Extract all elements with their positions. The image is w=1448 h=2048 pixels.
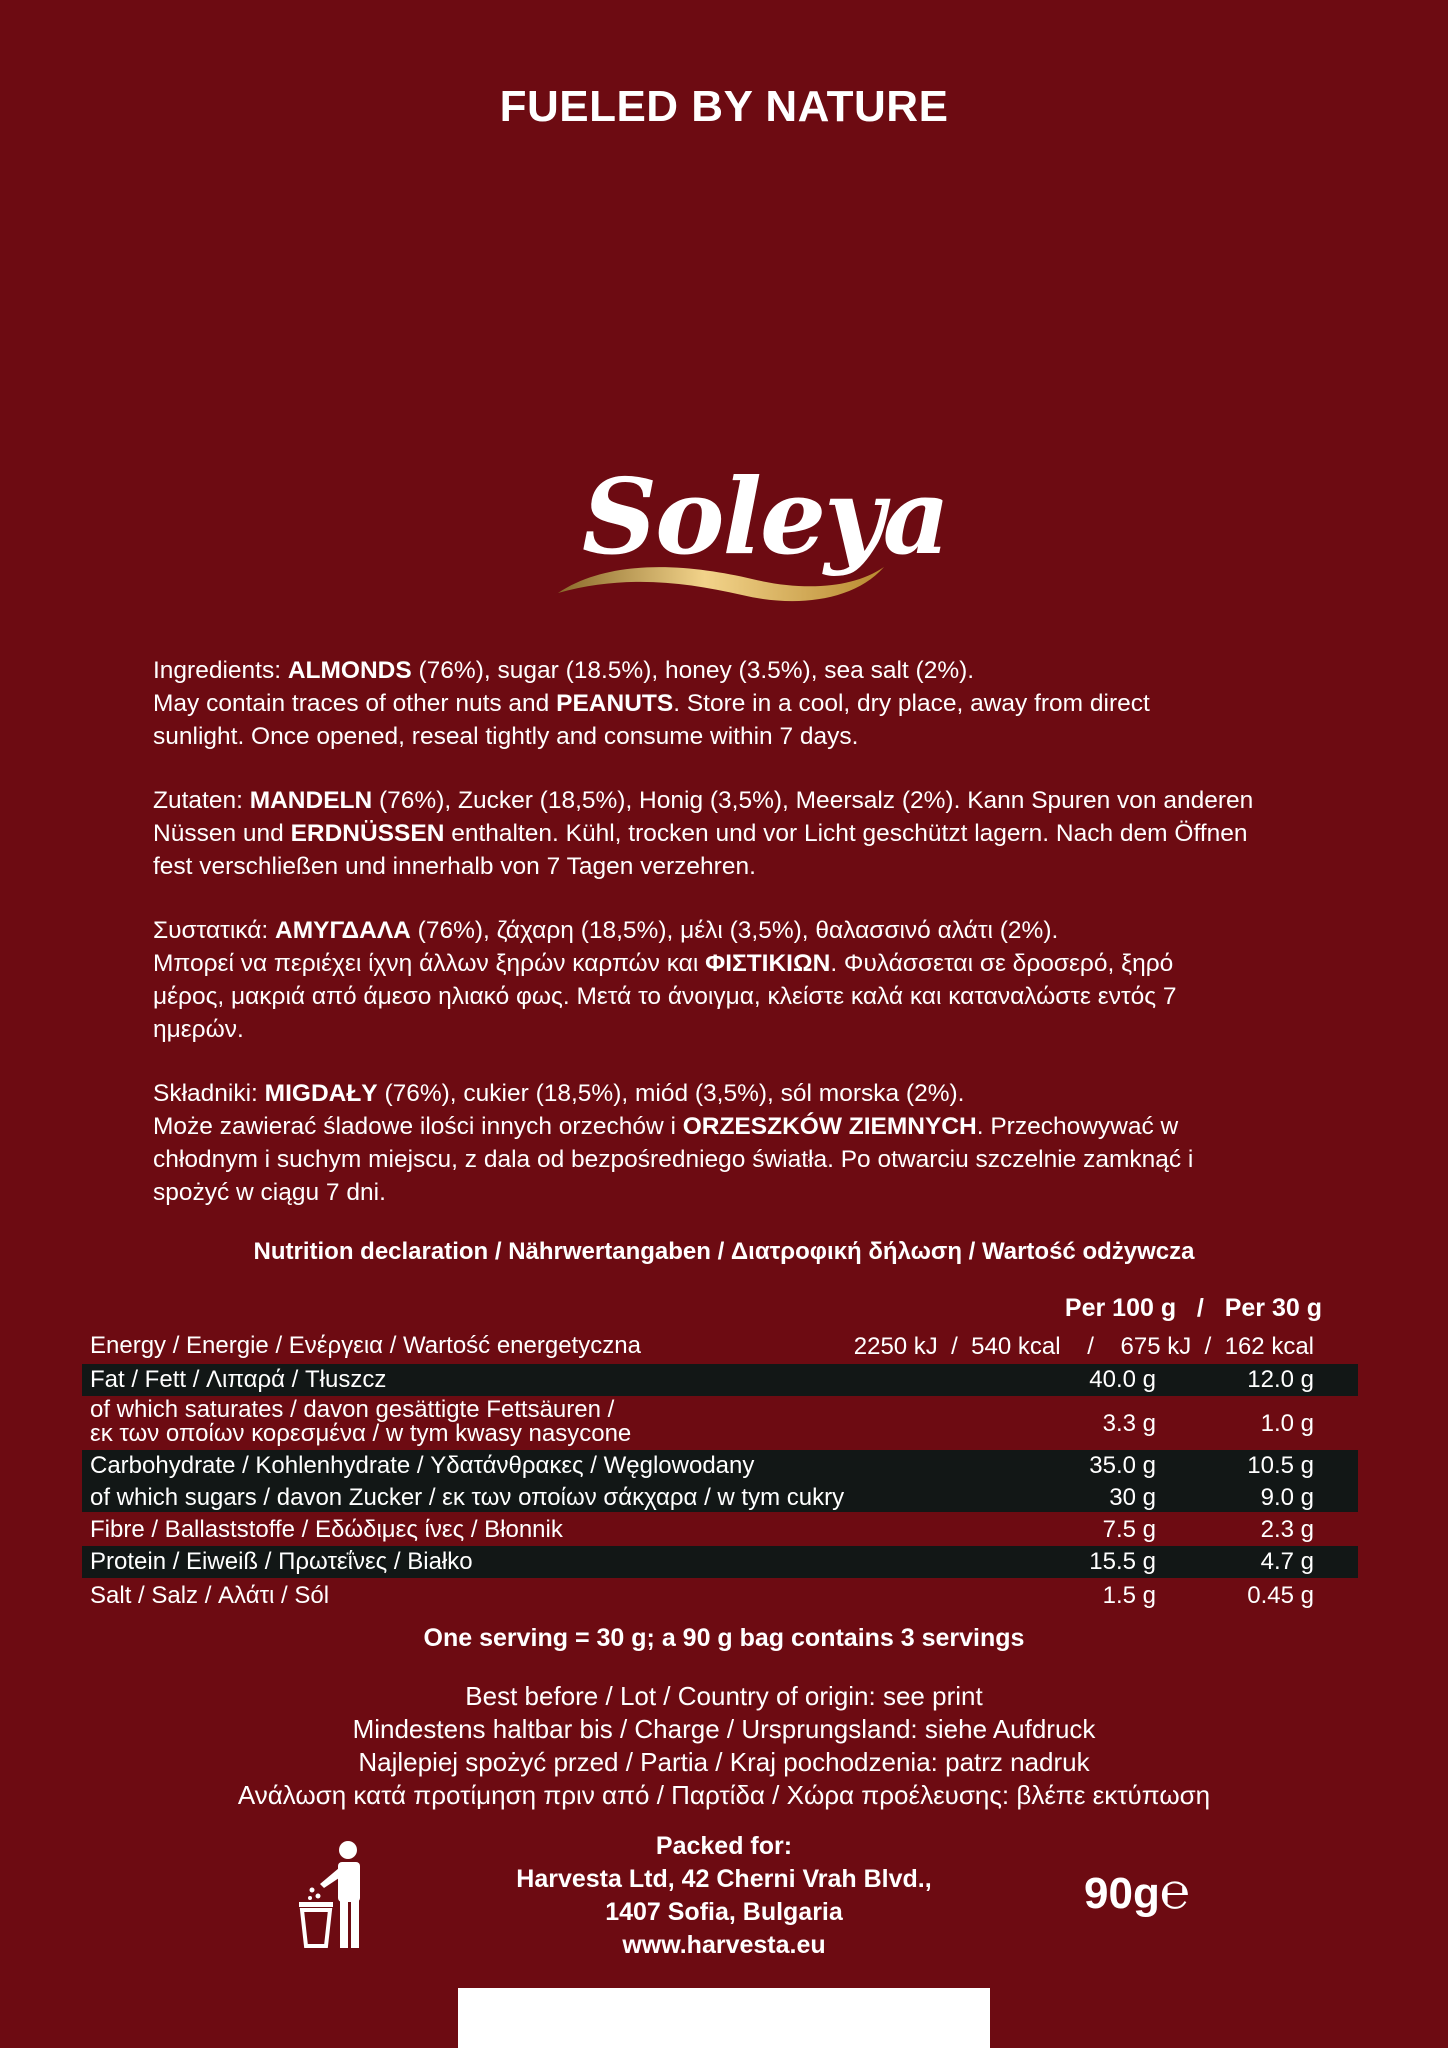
ingredients-text: . Store in a cool, dry place, away from direct bbox=[673, 690, 1150, 717]
ingredients-line bbox=[153, 654, 1368, 687]
allergen-text: ERDNÜSSEN bbox=[290, 820, 445, 847]
ingredients-text: (76%), ζάχαρη (18,5%), μέλι (3,5%), θαλασσινό αλάτι (2%). bbox=[410, 917, 1059, 944]
ingredients-paragraph bbox=[153, 654, 1368, 753]
value-per-30g: 9.0 g bbox=[1260, 1484, 1314, 1511]
value-per-100g: 3.3 g bbox=[1102, 1410, 1156, 1437]
table-row bbox=[82, 1450, 1358, 1482]
value-per-30g: 0.45 g bbox=[1247, 1582, 1314, 1609]
allergen-text: ORZESZKÓW ZIEMNYCH bbox=[682, 1113, 977, 1140]
net-weight bbox=[1084, 1862, 1190, 1920]
nutrient-label: of which sugars / davon Zucker / εκ των οποίων σάκχαρα / w tym cukry bbox=[90, 1484, 845, 1511]
ingredients-text: (76%), sugar (18.5%), honey (3.5%), sea salt (2%). bbox=[411, 657, 975, 684]
best-before-block bbox=[0, 1680, 1448, 1812]
allergen-text: ALMONDS bbox=[287, 657, 412, 684]
ingredients-text: Μπορεί να περιέχει ίχνη άλλων ξηρών καρπών και bbox=[153, 950, 706, 977]
packed-for-address-line2: 1407 Sofia, Bulgaria bbox=[605, 1898, 843, 1926]
slogan: FUELED BY NATURE bbox=[499, 82, 949, 131]
ingredients-text: enthalten. Kühl, trocken und vor Licht geschützt lagern. Nach dem Öffnen bbox=[444, 820, 1248, 847]
value-per-100g: 30 g bbox=[1109, 1484, 1156, 1511]
value-per-100g: 40.0 g bbox=[1089, 1366, 1156, 1393]
value-per-30g: 1.0 g bbox=[1260, 1410, 1314, 1437]
ingredients-line bbox=[153, 1077, 1368, 1110]
value-per-100g: 15.5 g bbox=[1089, 1548, 1156, 1575]
nutrient-label: Fat / Fett / Λιπαρά / Tłuszcz bbox=[90, 1366, 387, 1393]
brand-wordmark: Soleya bbox=[582, 455, 948, 578]
nutrient-label: Protein / Eiweiß / Πρωτεΐνες / Białko bbox=[90, 1548, 473, 1575]
best-before-de: Mindestens haltbar bis / Charge / Ursprungsland: siehe Aufdruck bbox=[352, 1714, 1096, 1744]
nutrition-title: Nutrition declaration / Nährwertangaben / Διατροφική δήλωση / Wartość odżywcza bbox=[253, 1238, 1195, 1265]
ingredients-text: . Φυλάσσεται σε δροσερό, ξηρό bbox=[830, 950, 1174, 977]
ingredients-line bbox=[153, 914, 1368, 947]
value-per-100g: 1.5 g bbox=[1102, 1582, 1156, 1609]
value-per-100g: 35.0 g bbox=[1089, 1452, 1156, 1479]
allergen-text: ΦΙΣΤΙΚΙΩΝ bbox=[705, 950, 831, 977]
value-per-30g: 10.5 g bbox=[1247, 1452, 1314, 1479]
value-per-30g: 4.7 g bbox=[1260, 1548, 1314, 1575]
table-row bbox=[82, 1580, 1358, 1610]
ingredients-text: (76%), Zucker (18,5%), Honig (3,5%), Meersalz (2%). Kann Spuren von anderen bbox=[372, 787, 1254, 814]
nutrient-label: Carbohydrate / Kohlenhydrate / Υδατάνθρακες / Węglowodany bbox=[90, 1452, 755, 1479]
nutrient-label: of which saturates / davon gesättigte Fettsäuren / εκ των οποίων κορεσμένα / w tym kwasy nasycone bbox=[90, 1396, 632, 1447]
ingredients-block bbox=[153, 654, 1368, 1240]
ingredients-paragraph bbox=[153, 1077, 1368, 1209]
allergen-text: MANDELN bbox=[249, 787, 373, 814]
serving-note: One serving = 30 g; a 90 g bag contains 3 servings bbox=[423, 1624, 1025, 1652]
value-per-30g: 2.3 g bbox=[1260, 1516, 1314, 1543]
ingredients-text: Συστατικά: bbox=[153, 917, 276, 944]
best-before-en: Best before / Lot / Country of origin: see print bbox=[465, 1681, 983, 1711]
ingredients-line bbox=[153, 980, 1368, 1013]
energy-values: 2250 kJ / 540 kcal / 675 kJ / 162 kcal bbox=[853, 1333, 1314, 1360]
ingredients-text: ημερών. bbox=[153, 1016, 244, 1043]
ingredients-line bbox=[153, 817, 1368, 850]
ingredients-line bbox=[153, 784, 1368, 817]
ingredients-text: May contain traces of other nuts and bbox=[153, 690, 557, 717]
ingredients-text: spożyć w ciągu 7 dni. bbox=[153, 1179, 386, 1206]
allergen-text: ΑΜΥΓΔΑΛΑ bbox=[275, 917, 411, 944]
ingredients-text: sunlight. Once opened, reseal tightly and consume within 7 days. bbox=[153, 723, 859, 750]
nutrient-label: Fibre / Ballaststoffe / Εδώδιμες ίνες / Błonnik bbox=[90, 1516, 563, 1543]
ingredients-text: . Przechowywać w bbox=[976, 1113, 1179, 1140]
packed-for-block bbox=[380, 1830, 1068, 1962]
tidyman-bin-icon bbox=[296, 1840, 376, 1950]
brand-logo bbox=[552, 455, 948, 605]
energy-label: Energy / Energie / Ενέργεια / Wartość energetyczna bbox=[90, 1332, 641, 1359]
ingredients-line bbox=[153, 1110, 1368, 1143]
ingredients-text: chłodnym i suchym miejscu, z dala od bezpośredniego światła. Po otwarciu szczelnie zamknąć i bbox=[153, 1146, 1194, 1173]
ingredients-line bbox=[153, 850, 1368, 883]
ingredients-text: Nüssen und bbox=[153, 820, 291, 847]
table-row bbox=[82, 1482, 1358, 1512]
packed-for-heading: Packed for: bbox=[655, 1832, 793, 1860]
allergen-text: MIGDAŁY bbox=[264, 1080, 378, 1107]
ingredients-line bbox=[153, 1013, 1368, 1046]
packed-for-website: www.harvesta.eu bbox=[622, 1931, 826, 1959]
table-row bbox=[82, 1514, 1358, 1544]
net-weight-value: 90g bbox=[1084, 1869, 1160, 1918]
ingredients-text: μέρος, μακριά από άμεσο ηλιακό φως. Μετά το άνοιγμα, κλείστε καλά και καταναλώστε εντός 7 bbox=[153, 983, 1177, 1010]
ingredients-text: Ingredients: bbox=[153, 657, 288, 684]
ingredients-text: fest verschließen und innerhalb von 7 Tagen verzehren. bbox=[153, 853, 756, 880]
ingredients-text: Składniki: bbox=[153, 1080, 265, 1107]
best-before-pl: Najlepiej spożyć przed / Partia / Kraj pochodzenia: patrz nadruk bbox=[358, 1747, 1090, 1777]
ingredients-paragraph bbox=[153, 784, 1368, 883]
ingredients-line bbox=[153, 687, 1368, 720]
table-row bbox=[82, 1546, 1358, 1578]
table-row bbox=[82, 1364, 1358, 1396]
ingredients-text: Może zawierać śladowe ilości innych orzechów i bbox=[153, 1113, 683, 1140]
best-before-el: Ανάλωση κατά προτίμηση πριν από / Παρτίδα / Χώρα προέλευσης: βλέπε εκτύπωση bbox=[237, 1780, 1211, 1810]
packed-for-address-line1: Harvesta Ltd, 42 Cherni Vrah Blvd., bbox=[516, 1865, 932, 1893]
value-per-100g: 7.5 g bbox=[1102, 1516, 1156, 1543]
table-row bbox=[82, 1398, 1358, 1448]
value-per-30g: 12.0 g bbox=[1247, 1366, 1314, 1393]
ingredients-text: (76%), cukier (18,5%), miód (3,5%), sól morska (2%). bbox=[377, 1080, 965, 1107]
ingredients-line bbox=[153, 1143, 1368, 1176]
table-row-energy bbox=[82, 1330, 1358, 1362]
ingredients-line bbox=[153, 947, 1368, 980]
barcode-area bbox=[458, 1988, 990, 2048]
allergen-text: PEANUTS bbox=[556, 690, 674, 717]
ingredients-line bbox=[153, 1176, 1368, 1209]
ingredients-paragraph bbox=[153, 914, 1368, 1046]
ingredients-text: Zutaten: bbox=[153, 787, 250, 814]
ingredients-line bbox=[153, 720, 1368, 753]
nutrient-label: Salt / Salz / Αλάτι / Sól bbox=[90, 1582, 330, 1609]
nutrition-column-header: Per 100 g / Per 30 g bbox=[1064, 1294, 1322, 1322]
estimated-sign-icon: ℮ bbox=[1159, 1862, 1190, 1920]
